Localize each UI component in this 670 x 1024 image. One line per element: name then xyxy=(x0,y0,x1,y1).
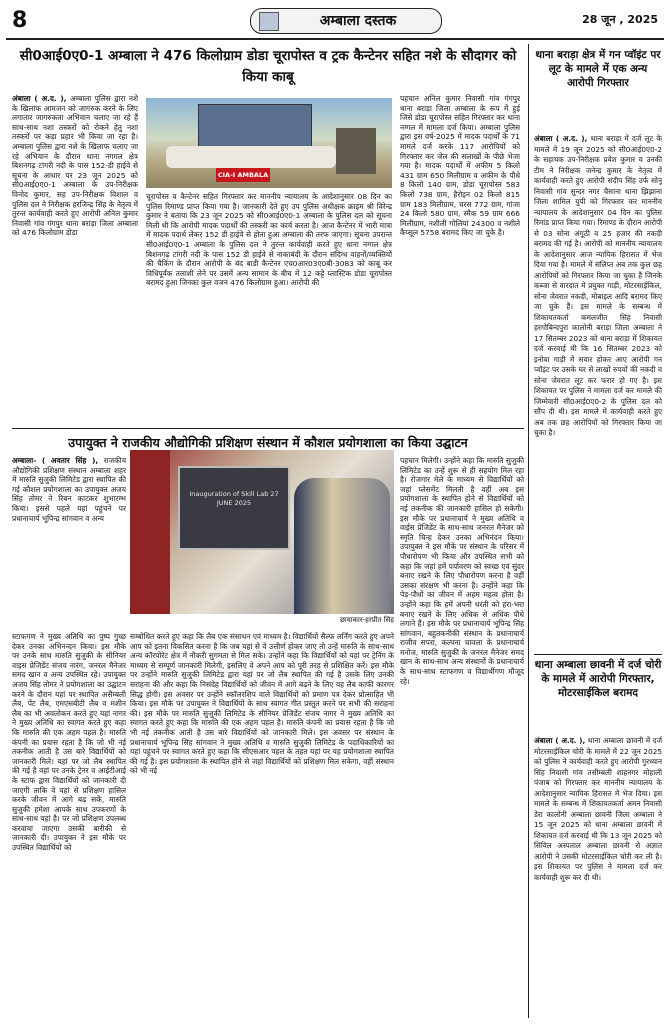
police-officers-shape xyxy=(336,128,376,174)
curtain-shape xyxy=(130,450,170,614)
story2-photo-credit: छायाकार-हरप्रीत सिंह xyxy=(339,616,394,624)
sidebar2-headline: थाना अम्बाला छावनी में दर्ज चोरी के मामले में आरोपी गिरफ्तार, मोटरसाईकिल बरामद xyxy=(534,659,662,699)
sidebar2-dateline: अंबाला ( अ.द. ), xyxy=(534,736,586,745)
sidebar-story-divider xyxy=(534,654,662,655)
story1-col1 xyxy=(12,94,138,424)
sidebar2-text: थाना अम्बाला छावनी में दर्ज मोटरसाईकिल चोरी के मामले में 22 जून 2025 को पुलिस ने कार्यवाही करते हुए आरोपी गुरध्यान सिंह निवासी गांव तसीम्बली शाहनगर मोहाली पंजाब को गिरफ्तार कर माननीय न्यायालय के आदेशानुसार न्यायिक हिरासत में भेज दिया। इस मामले के सम्बन्ध में शिकायतकर्ता अमन निवासी डेरा कालोनी अम्बाला छावनी जिला अम्बाला ने 15 जून 2025 को थाना अम्बाला छावनी में शिकायत दर्ज करवाई थी कि 13 जून 2025 को सिविल अस्पताल अम्बाला छावनी से अज्ञात आरोपी ने उसकी मोटरसाईकिल चोरी कर ली है। इस शिकायत पर पुलिस ने मामला दर्ज कर कार्यवाही शुरू कर दी थी। xyxy=(534,736,662,882)
story1-headline: सी0आई0ए0-1 अम्बाला ने 476 किलोग्राम डोडा चूरापोस्त व ट्रक कैन्टेनर सहित नशे के सौदागर को किया काबू xyxy=(19,48,517,85)
story2-col1-top-text: राजकीय औद्योगिकी प्रशिक्षण संस्थान अम्बाला शहर में मारुति सुजुकी लिमिटेड द्वारा स्थापित की गई कौशल प्रयोगशाला का उपायुक्त अजय सिंह तोमर ने रिबन काटकर शुभारम्भ किया। इससे पहले यहां पहुंचने पर प्रधानाचार्य भूपिन्द्र सांगवान व अन्य xyxy=(12,456,126,523)
masthead xyxy=(6,6,664,36)
story1-photo-banner: CIA-I AMBALA xyxy=(216,168,270,182)
story2-headline: उपायुक्त ने राजकीय औद्योगिकी प्रशिक्षण संस्थान में कौशल प्रयोगशाला का किया उद्घाटन xyxy=(68,435,468,450)
sidebar-divider xyxy=(528,44,529,1018)
story2-photo xyxy=(130,450,394,614)
story2-col1-top xyxy=(12,456,126,628)
story1-col2: चूरापोस्त व कैन्टेनर सहित गिरफ्तार कर माननीय न्यायालय के आदेशानुसार 08 दिन का पुलिस रिमाण्ड प्राप्त किया गया है। जानकारी देते हुए उप पुलिस अधीक्षक क्राइम श्री विरेन्द्र कुमार ने बताया कि 23 जून 2025 को सी0आई0ए0-1 अम्बाला के पुलिस दल को सूचना मिली थी कि आरोपी मादक पदार्थों की तस्करी का कार्य करता है। आज कैन्टेनर में भारी मात्रा में मादक पदार्थ लेकर 152 डी हाईवे से होता हुआ अम्बाला की तरफ जाएगा। सूचना उपरान्त सी0आई0ए0-1 अम्बाला के पुलिस दल ने तुरन्त कार्यवाही करते हुए थाना नग्गल क्षेत्र बिशनगढ़ टांगरी नदी के पास 152 डी हाईवे से नाकाबंदी के दौरान संदिग्ध वाहनों/व्यक्तियों की चैकिंग के दौरान आरोपी के बंद बाडी कैन्टेनर एच0आर03ए0बी-3083 को काबू कर विधिपूर्वक तलाशी लेने पर उसमें अन्य सामान के बीच में 12 कट्टे प्लास्टिक डोडा चूरापोस्त बरामद हुआ जिनका कुल वजन 476 किलोग्राम हुआ। आरोपी की xyxy=(146,192,392,288)
sacks-shape xyxy=(166,146,336,168)
story2-col2: सम्बोधित करते हुए कहा कि लैब एक संसाधन एवं माध्यम है। विद्यार्थियों सैल्फ लर्निंग करते हुए अपने आप को इतना विकसित करना है कि जब यहां से वे उत्तीर्ण होकर जाए तो उन्हें मारुति के साथ-साथ अन्य कॉरपोरेट क्षेत्र में नौकरी सुगमता से मिल सके। उन्होंने कहा कि विद्यार्थियों को यहां पर ट्रेनिंग के माध्यम से सम्पूर्ण जानकारी मिलेगी, इसलिए वे अपने आप को पूरी तरह से प्रशिक्षित करें। इस मौके पर उन्होंने मारुति सुजुकी लिमिटेड द्वारा यहां पर जो लैब स्थापित की गई है उसके लिए उनकी सराहना की और कहा कि निसंदेह विद्यार्थियों को जीवन में आगे बढ़ने के लिए यह लैब काफी कारगर सिद्ध होगी। इस अवसर पर उन्होंने स्कॉलरशिप वाले विद्यार्थियों को प्रमाण पत्र देकर प्रोत्साहित भी किया। इस मौके पर उपायुक्त ने विद्यार्थियों के साथ स्वागत गीत प्रस्तुत करने पर सभी की सराहना की। इस मौके पर मारुति सुजुकी लिमिटेड के सीनियर प्रेजिडेंट संजय नागर ने मुख्य अतिथि का स्वागत करते हुए कहा कि मारुति की एक अहम पहल है। मारुति कंपनी का प्रयास रहता है कि जो भी नई तकनीक आती है उस बारे विद्यार्थियों को जानकारी मिले। इस अवसर पर संस्थान के प्रधानाचार्य भूपिन्द्र सिंह सांगवान ने मुख्य अतिथि व मारुति सुजुकी लिमिटेड के पदाधिकारियों का यहां पहुंचने पर स्वागत करते हुए कहा कि सीएसआर पहल के तहत यहां पर यह प्रयोगशाला स्थापित की गई है। इस प्रयोगशाला के स्थापित होने से जहां विद्यार्थियों को प्रशिक्षण मिल सकेगा, वहीं संस्थान को भी नई xyxy=(130,632,394,776)
sidebar1-dateline: अंबाला ( अ.द. ), xyxy=(534,134,588,143)
masthead-title: अम्बाला दस्तक xyxy=(319,13,397,29)
story2-dateline: अम्बाला- ( अवतार सिंह ), xyxy=(12,456,99,465)
page-number: 8 xyxy=(12,8,28,33)
truck-shape xyxy=(198,104,312,148)
story2-col1-bottom: स्टाफगण ने मुख्य अतिथि का पुष्प गुच्छ देकर उनका अभिनन्दन किया। इस मौके पर उनके साथ मारुति सुजुकी के सीनियर वाइस प्रेजिडेंट संजय नारंग, जनरल मैनेजर समद खान व अन्य उपस्थित रहे। उपायुक्त अजय सिंह तोमर ने प्रयोगशाला का उद्घाटन करने के दौरान यहां पर स्थापित असैम्बली लैब, पेंट लैब, एमएसबीटी लैब व मशीन लैब का भी अवलोकन करते हुए यहां नागर ने मुख्य अतिथि का स्वागत करते हुए कहा कि मारुति की एक अहम पहल है। मारुति कंपनी का प्रयास रहता है कि जो भी नई तकनीक आती है उस बारे विद्यार्थियों को जानकारी मिले। यहां पर जो लैब स्थापित की गई है वहां पर उनके ट्रेनर व आईटीआई के स्टाफ द्वारा विद्यार्थियों को जानकारी दी जाएगी ताकि वे यहां से प्रशिक्षण हासिल करके जीवन में आगे बढ़ सकें, मारुति सुजुकी हमेशा आपके साथ उपकरणों के साथ-साथ यहां है। पर जो प्रशिक्षण उपलब्ध करवाया जाएगा उसकी बारीकी से जानकारी दी। उपायुक्त ने इस मौके पर उपस्थित विद्यार्थियों को xyxy=(12,632,126,853)
sidebar2-body xyxy=(534,736,662,1018)
story1-dateline: अंबाला ( अ.द. ), xyxy=(12,94,67,103)
sidebar1-text: थाना बराड़ा में दर्ज लूट के मामले में 19 जून 2025 को सी0आई0ए0-2 के सहायक उप-निरीक्षक प्रवेश कुमार व उनकी टीम ने निरीक्षक जनेन्द्र कुमार के नेतृत्व में कार्यवाही करते हुए आरोपी संदीप सिंह उर्फ सोनू निवासी गांव सुन्दर नगर चैसाना थाना झिझाना जिला शामिल युपी को गिरफ्तार कर माननीय न्यायालय के आदेशानुसार 04 दिन का पुलिस रिमांड प्राप्त किया गया। रिमाण्ड के दौरान आरोपी से 03 सोना अंगूठी व 25 हजार की नकदी बरामद की गई है। आरोपी को माननीय न्यायालय के आदेशानुसार आज न्यायिक हिरासत में भेज दिया गया है। मामले में संलिप्त अब तक कुल छह आरोपियों को गिरफ्तार किया जा चुका है जिनके कब्जा से वारदात में प्रयुक्त गाड़ी, मोटरसाईकिल, सोना जेवरात नकदी, मोबाइल आदि बरामद किए जा चुके हैं। इस मामले के सम्बन्ध में शिकायतकर्ता कमलजीत सिंह निवासी हरगोबिन्दपुरा कालोनी बराड़ा जिला अम्बाला ने 17 सितम्बर 2023 को थाना बराड़ा में शिकायत दर्ज करवाई थी कि 16 सितम्बर 2023 को इनोवा गाड़ी में सवार होकर आए आरोपी गन प्वॉइंट पर उसके घर से लाखों रुपयों की नकदी व सोना जेवरात लूट कर फरार हो गए है। इस शिकायत पर पुलिस ने मामला दर्ज कर मामले की जिम्मेवारी सी0आई0ए0-2 के पुलिस दल को सौंप दी थी। इस मामले में कार्यवाही करते हुए अब तक छह आरोपियों को गिरफ्तार किया जा चुका है। xyxy=(534,134,662,437)
sidebar1-headline: थाना बराड़ा क्षेत्र में गन प्वॉइंट पर लूट के मामले में एक अन्य आरोपी गिरफ्तार xyxy=(535,49,661,89)
story-divider xyxy=(12,428,524,429)
story1-photo xyxy=(146,98,392,188)
masthead-title-banner xyxy=(250,8,442,34)
story2-col3: पहचान मिलेगी। उन्होंने कहा कि मारुति सुजुकी लिमिटेड का उन्हें शुरू से ही सहयोग मिल रहा है। रोजगार मेले के माध्यम से विद्यार्थियों को जहां प्लेसमेंट मिलती है वहीं अब इस प्रयोगशाला के स्थापित होने से विद्यार्थियों को नई तकनीक की जानकारी हासिल हो सकेगी। इस मौके पर प्रधानाचार्य ने मुख्य अतिथि व वाईस प्रेजिडेंट के साथ-साथ जनरल मैनेजर को स्मृति चिन्ह देकर उनका अभिनंदन किया। उपायुक्त ने इस मौके पर संस्थान के परिसर में पौधारोपण भी किया और उपस्थित सभी को कहा कि जहां हमें पर्यावरण को स्वच्छ एवं सुंदर बनाए रखने के लिए पौधारोपण करना है वहीं उसका संरक्षण भी करना है। उन्होंने कहा कि पेड़-पौधों का जीवन में अहम महत्व होता है। उन्होंने कहा कि हमें अपनी धरती को हरा-भरा बनाए रखने के लिए अधिक से अधिक पौधे लगाने हैं। इस मौके पर प्रधानाचार्य भूपिन्द्र सिंह सांगवान, बहुतकनीकी संस्थान के प्रधानाचार्य राजीव सपरा, कल्पना चावला के प्रधानाचार्य मनोज, मारुति सुजुकी के जनरल मैनेजर समद खान के साथ-साथ अन्य संस्थानों के प्रधानाचार्य के साथ-साथ स्टाफगण व विद्यार्थीगण मौजूद रहे। xyxy=(400,456,524,686)
officials-shape xyxy=(294,478,390,614)
story1-col3: पहचान अनिल कुमार निवासी गांव गंगपुर थाना बराड़ा जिला अम्बाला के रूप में हुई जिसे डोडा चूरापोस्त सहित गिरफ्तार कर थाना नग्गल में मामला दर्ज किया। अम्बाला पुलिस द्वारा इस वर्ष-2025 में मादक पदार्थों के 71 मामले दर्ज करके 117 आरोपियों को गिरफ्तार कर जेल की सलाखों के पीछे भेजा गया है। मादक पदार्थों में अफीम 5 किलो 431 ग्राम 650 मिलीग्राम व अफीम के पौधे 8 किलो 140 ग्राम, डोडा चूरापोस्त 583 किलो 738 ग्राम, हैरोइन 02 किलो 815 ग्राम 183 मिलीग्राम, चरस 772 ग्राम, गांजा 24 किलो 580 ग्राम, स्मैक 59 ग्राम 666 मिलीग्राम, नशीली गोलियां 24300 व नशीले कैप्सूल 5758 बरामद किए जा चुके है। xyxy=(400,94,520,238)
story1-col1-text: अम्बाला पुलिस द्वारा नशे के खिलाफ आमजन को जागरुक करने के लिए लगातार जागरुकता अभियान चलाए जा रहे हैं साथ-साथ नशा तस्करों को रोकने हेतु नशा तस्करों पर कड़ा प्रहार भी किया जा रहा है। अम्बाला पुलिस द्वारा नशे के खिलाफ चलाए जा रहे अभियान के दौरान थाना नगगल क्षेत्र बिशनगढ़ टांगरी नदी के पास 152-डी हाईवे से सूचना के आधार पर 23 जून 2025 को सी0आई0ए0-1 अम्बाला के उप-निरीक्षक विनोद कुमार, सह उप-निरीक्षक विशाल व पुलिस दल ने निरीक्षक हरजिन्द्र सिंह के नेतृत्व में तुरन्त कार्यवाही करते हुए आरोपी अनिल कुमार निवासी गांव गंगपुर थाना बराड़ा जिला अम्बाला को 476 किलोग्राम डोडा xyxy=(12,94,138,238)
plaque-shape xyxy=(178,466,290,550)
sidebar1-body xyxy=(534,134,662,650)
masthead-date: 28 जून , 2025 xyxy=(582,13,658,26)
plaque-text: Inauguration of Skill Lab 27 JUNE 2025 xyxy=(189,490,279,507)
masthead-divider xyxy=(6,38,664,40)
logo-icon xyxy=(259,12,279,31)
